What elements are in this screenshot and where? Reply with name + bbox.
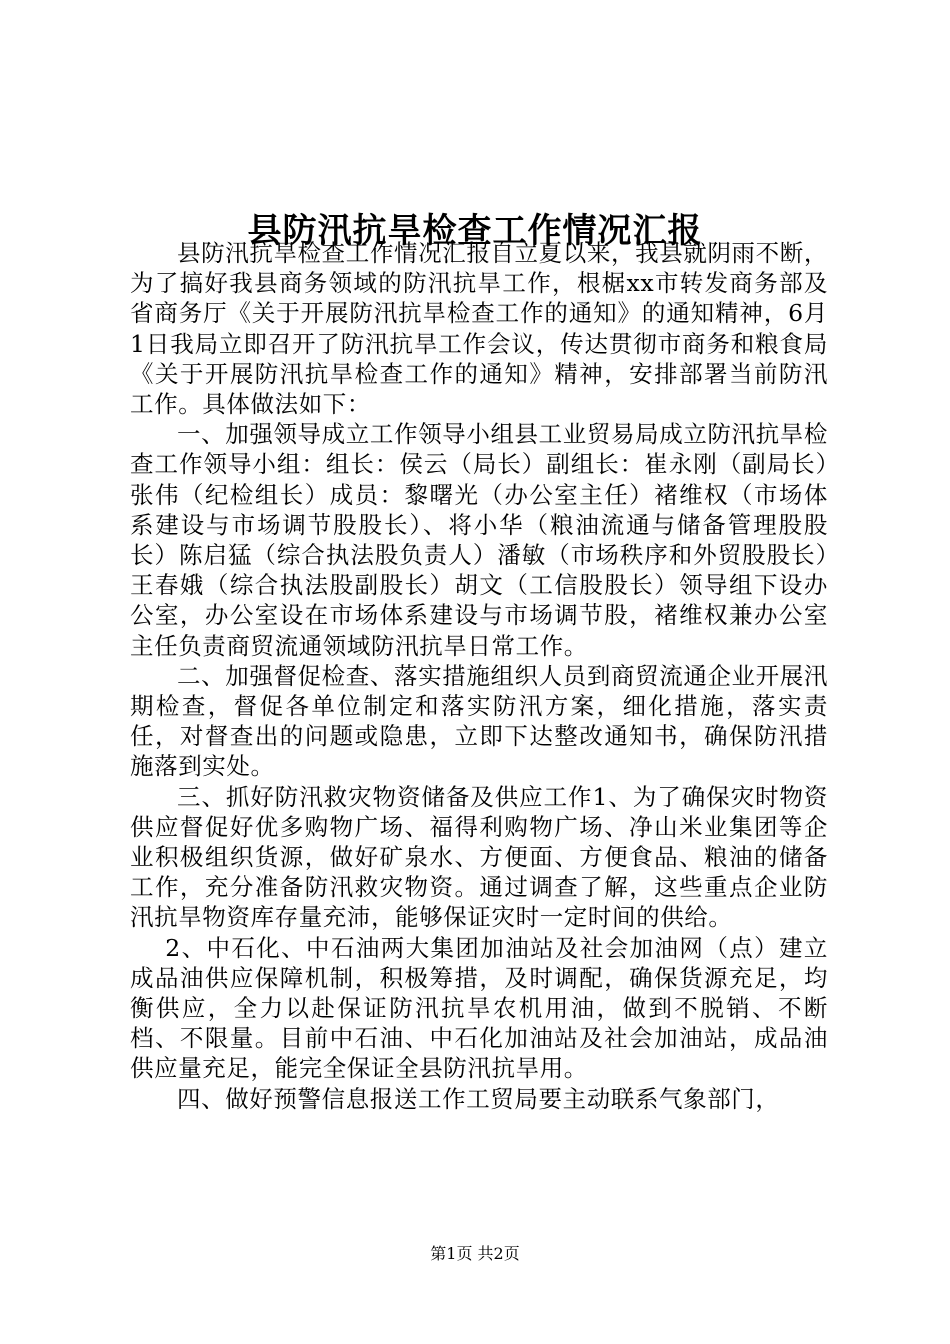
document-title: 县防汛抗旱检查工作情况汇报 xyxy=(247,210,703,251)
document-body xyxy=(130,238,828,1114)
paragraph-section-2: 二、加强督促检查、落实措施组织人员到商贸流通企业开展汛期检查，督促各单位制定和落实防汛方案，细化措施，落实责任，对督查出的问题或隐患，立即下达整改通知书，确保防汛措施落到实处。 xyxy=(130,661,828,781)
page-footer: 第1页 共2页 xyxy=(430,1244,520,1263)
paragraph-section-1: 一、加强领导成立工作领导小组县工业贸易局成立防汛抗旱检查工作领导小组：组长：侯云（局长）副组长：崔永刚（副局长）张伟（纪检组长）成员：黎曙光（办公室主任）褚维权（市场体系建设与市场调节股股长）、将小华（粮油流通与储备管理股股长）陈启猛（综合执法股负责人）潘敏（市场秩序和外贸股股长）王春娥（综合执法股副股长）胡文（工信股股长）领导组下设办公室，办公室设在市场体系建设与市场调节股，褚维权兼办公室主任负责商贸流通领域防汛抗旱日常工作。 xyxy=(130,420,828,660)
paragraph-section-3: 三、抓好防汛救灾物资储备及供应工作1、为了确保灾时物资供应督促好优多购物广场、福得利购物广场、净山米业集团等企业积极组织货源，做好矿泉水、方便面、方便食品、粮油的储备工作，充分准备防汛救灾物资。通过调查了解，这些重点企业防汛抗旱物资库存量充沛，能够保证灾时一定时间的供给。 xyxy=(130,782,828,932)
paragraph-intro: 县防汛抗旱检查工作情况汇报自立夏以来，我县就阴雨不断，为了搞好我县商务领域的防汛抗旱工作，根椐xx市转发商务部及省商务厅《关于开展防汛抗旱检查工作的通知》的通知精神，6月1日我局立即召开了防汛抗旱工作会议，传达贯彻市商务和粮食局《关于开展防汛抗旱检查工作的通知》精神，安排部署当前防汛工作。具体做法如下： xyxy=(130,239,828,419)
paragraph-section-4: 四、做好预警信息报送工作工贸局要主动联系气象部门， xyxy=(177,1084,780,1113)
paragraph-section-3-item-2: 2、中石化、中石油两大集团加油站及社会加油网（点）建立成品油供应保障机制，积极筹措，及时调配，确保货源充足，均衡供应，全力以赴保证防汛抗旱农机用油，做到不脱销、不断档、不限量。目前中石油、中石化加油站及社会加油站，成品油供应量充足，能完全保证全县防汛抗旱用。 xyxy=(130,933,828,1083)
